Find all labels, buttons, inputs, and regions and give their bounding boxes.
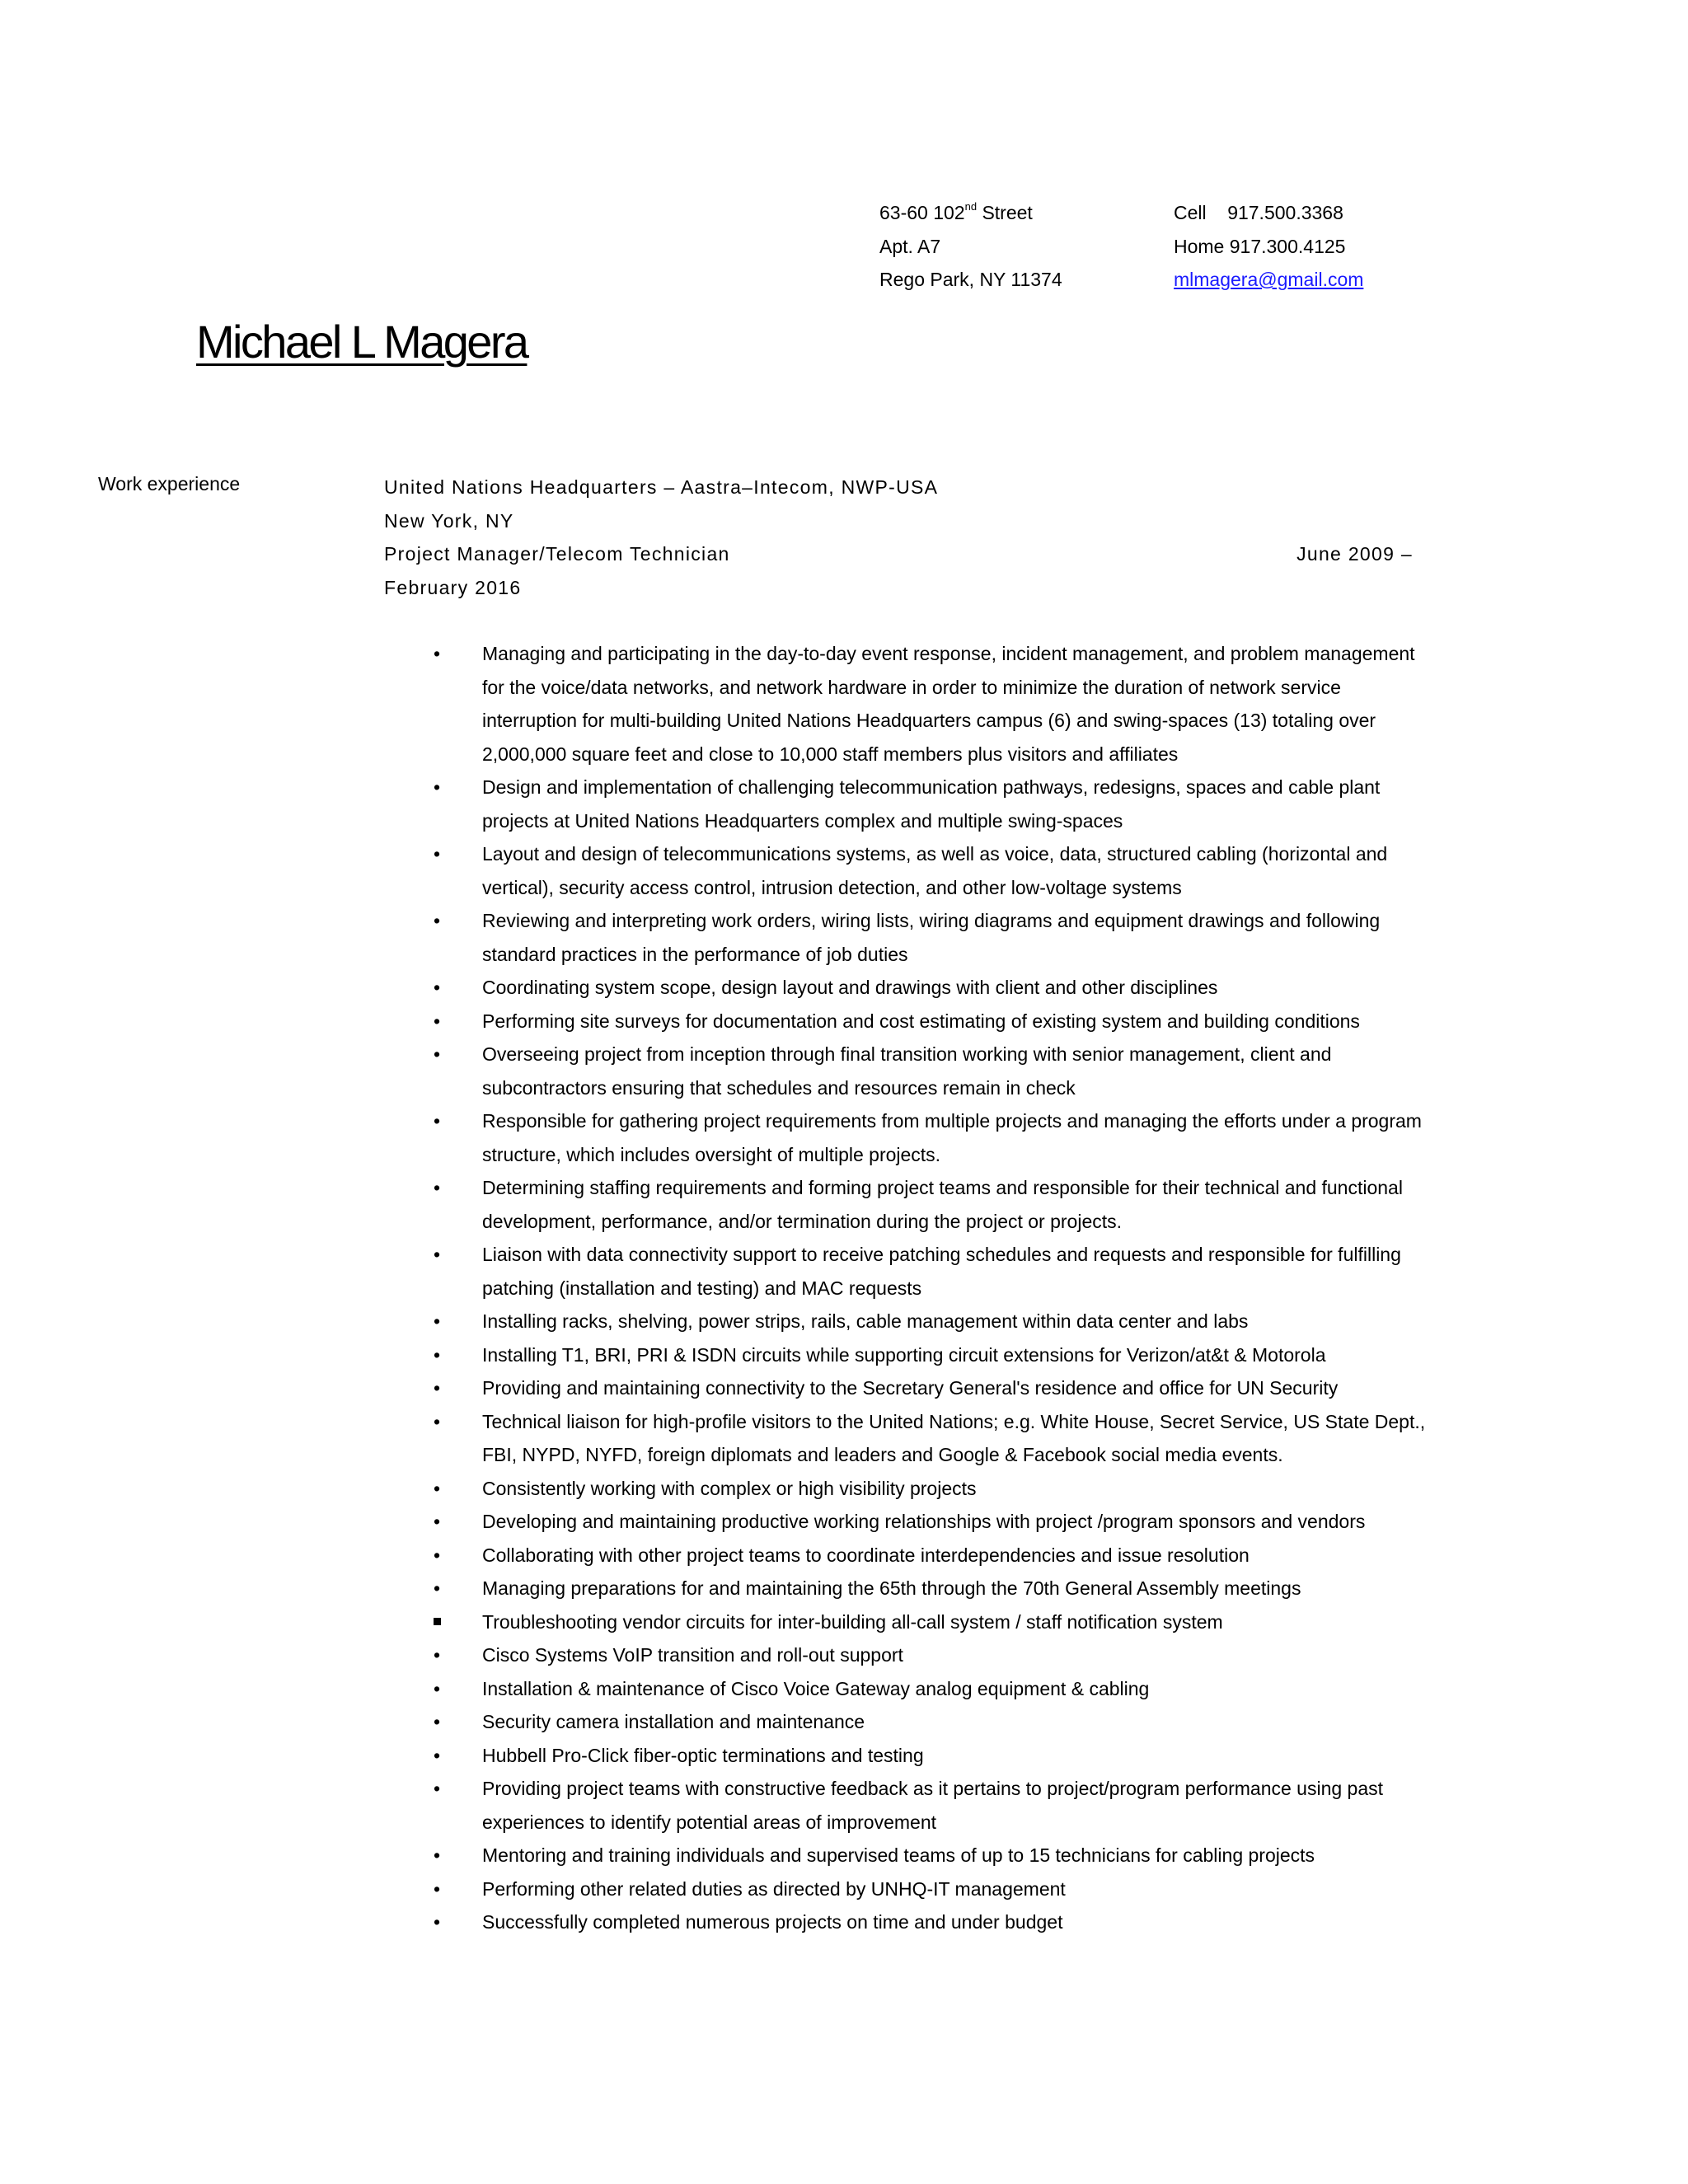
list-item [0, 1305, 1438, 1338]
job-date-end: February 2016 [384, 576, 522, 598]
list-item-text: Hubbell Pro-Click fiber-optic terminations and testing [482, 1744, 924, 1766]
bullet-marker: • [434, 1410, 441, 1432]
list-item-text: Providing and maintaining connectivity to the Secretary General's residence and office for UN Security [482, 1377, 1339, 1399]
bullet-marker: • [434, 1844, 441, 1866]
list-item [0, 1705, 1438, 1739]
list-item-text: Managing and participating in the day-to-day event response, incident management, and problem management for the voice/data networks, and network hardware in order to minimize the duration of network service interruption for multi-building United Nations Headquarters campus (6) and swing-spaces (13) totaling over 2,000,000 square feet and close to 10,000 staff members plus visitors and affiliates [482, 643, 1415, 765]
list-item [0, 1905, 1438, 1939]
list-item-text: Responsible for gathering project requirements from multiple projects and managing the efforts under a program structure, which includes oversight of multiple projects. [482, 1110, 1422, 1165]
list-item-text: Mentoring and training individuals and supervised teams of up to 15 technicians for cabling projects [482, 1844, 1315, 1866]
job-title-row [384, 537, 1413, 571]
candidate-name: Michael L Magera [196, 316, 528, 368]
list-item-text: Troubleshooting vendor circuits for inter-building all-call system / staff notification system [482, 1610, 1223, 1633]
list-item [0, 1338, 1438, 1372]
list-item [0, 1638, 1438, 1672]
bullet-marker: • [434, 843, 441, 865]
list-item [0, 771, 1438, 837]
bullet-marker: • [434, 1477, 441, 1499]
bullet-marker: • [434, 643, 441, 664]
job-header [384, 471, 1413, 604]
home-phone: Home 917.300.4125 [1174, 235, 1346, 257]
job-date-start: June 2009 – [1296, 543, 1413, 565]
job-location: New York, NY [384, 509, 514, 532]
bullet-marker: • [434, 1177, 441, 1198]
bullet-marker: • [434, 1911, 441, 1933]
list-item-text: Developing and maintaining productive working relationships with project /program sponsors and vendors [482, 1511, 1366, 1532]
bullet-marker: • [434, 1644, 441, 1666]
bullet-marker: • [434, 1677, 441, 1699]
list-item [0, 1872, 1438, 1906]
list-item-text: Liaison with data connectivity support to receive patching schedules and requests and responsible for fulfilling patching (installation and testing) and MAC requests [482, 1244, 1401, 1299]
list-item-text: Coordinating system scope, design layout and drawings with client and other disciplines [482, 977, 1218, 998]
bullet-marker: • [434, 977, 441, 998]
bullet-marker: • [434, 1043, 441, 1065]
section-label-work-experience: Work experience [98, 473, 241, 494]
list-item [0, 1505, 1438, 1539]
list-item-text: Determining staffing requirements and forming project teams and responsible for their technical and functional development, performance, and/or termination during the project or projects. [482, 1177, 1403, 1232]
email-link[interactable]: mlmagera@gmail.com [1174, 269, 1364, 290]
bullet-marker [434, 1618, 441, 1625]
bullet-marker: • [434, 776, 441, 798]
list-item [0, 1038, 1438, 1104]
bullet-marker: • [434, 1744, 441, 1766]
bullet-marker: • [434, 1511, 441, 1532]
list-item [0, 1772, 1438, 1839]
bullet-marker: • [434, 1877, 441, 1900]
list-item [0, 1371, 1438, 1405]
list-item [0, 1839, 1438, 1872]
list-item [0, 1672, 1438, 1706]
list-item [0, 1405, 1438, 1472]
phone-email-block [1174, 196, 1363, 297]
list-item-text: Consistently working with complex or high visibility projects [482, 1477, 977, 1499]
job-employer: United Nations Headquarters – Aastra–Intecom, NWP-USA [384, 476, 939, 498]
list-item [0, 1539, 1438, 1572]
bullet-marker: • [434, 1110, 441, 1132]
list-item-text: Layout and design of telecommunications systems, as well as voice, data, structured cabling (horizontal and vertical), security access control, intrusion detection, and other low-voltage systems [482, 843, 1388, 898]
bullet-marker: • [434, 1310, 441, 1332]
list-item [0, 637, 1438, 771]
list-item [0, 1739, 1438, 1773]
bullet-marker: • [434, 1711, 441, 1732]
list-item-text: Collaborating with other project teams to coordinate interdependencies and issue resolution [482, 1544, 1250, 1566]
list-item [0, 1171, 1438, 1238]
bullet-marker: • [434, 1778, 441, 1799]
address-line-3: Rego Park, NY 11374 [879, 269, 1062, 290]
list-item-text: Overseeing project from inception through final transition working with senior management, client and subcontractors ensuring that schedules and resources remain in check [482, 1043, 1332, 1099]
list-item [0, 1238, 1438, 1305]
list-item-text: Security camera installation and maintenance [482, 1711, 865, 1732]
list-item-text: Successfully completed numerous projects on time and under budget [482, 1911, 1063, 1933]
list-item [0, 1472, 1438, 1506]
list-item [0, 837, 1438, 904]
list-item-text: Providing project teams with constructive feedback as it pertains to project/program performance using past experiences to identify potential areas of improvement [482, 1778, 1384, 1833]
list-item-text: Cisco Systems VoIP transition and roll-out support [482, 1644, 903, 1666]
list-item [0, 1605, 1438, 1639]
bullet-marker: • [434, 1544, 441, 1566]
list-item-text: Managing preparations for and maintaining the 65th through the 70th General Assembly meetings [482, 1577, 1301, 1599]
list-item [0, 1005, 1438, 1038]
list-item [0, 1572, 1438, 1605]
list-item [0, 971, 1438, 1005]
bullet-marker: • [434, 1244, 441, 1265]
address-line-1: 63-60 102nd Street [879, 200, 1033, 223]
list-item [0, 1104, 1438, 1171]
bullet-marker: • [434, 1377, 441, 1399]
list-item-text: Installing racks, shelving, power strips, rails, cable management within data center and labs [482, 1310, 1249, 1332]
list-item [0, 904, 1438, 971]
address-line-2: Apt. A7 [879, 235, 941, 257]
bullet-marker: • [434, 1577, 441, 1599]
responsibilities-list [0, 637, 1688, 1939]
list-item-text: Reviewing and interpreting work orders, wiring lists, wiring diagrams and equipment drawings and following standard practices in the performance of job duties [482, 910, 1381, 965]
list-item-text: Installation & maintenance of Cisco Voice Gateway analog equipment & cabling [482, 1677, 1150, 1699]
bullet-marker: • [434, 910, 441, 931]
address-block [879, 196, 1062, 297]
list-item-text: Design and implementation of challenging telecommunication pathways, redesigns, spaces and cable plant projects at United Nations Headquarters complex and multiple swing-spaces [482, 776, 1381, 832]
list-item-text: Performing site surveys for documentation and cost estimating of existing system and building conditions [482, 1010, 1360, 1032]
cell-phone: Cell 917.500.3368 [1174, 202, 1343, 223]
job-title: Project Manager/Telecom Technician [384, 543, 730, 565]
bullet-marker: • [434, 1010, 441, 1032]
list-item-text: Performing other related duties as directed by UNHQ-IT management [482, 1877, 1066, 1900]
list-item-text: Installing T1, BRI, PRI & ISDN circuits while supporting circuit extensions for Verizon/at&t & Motorola [482, 1343, 1326, 1366]
list-item-text: Technical liaison for high-profile visitors to the United Nations; e.g. White House, Secret Service, US State Dept., FBI, NYPD, NYFD, foreign diplomats and leaders and Google & Facebook social media events. [482, 1410, 1426, 1465]
bullet-marker: • [434, 1343, 441, 1366]
